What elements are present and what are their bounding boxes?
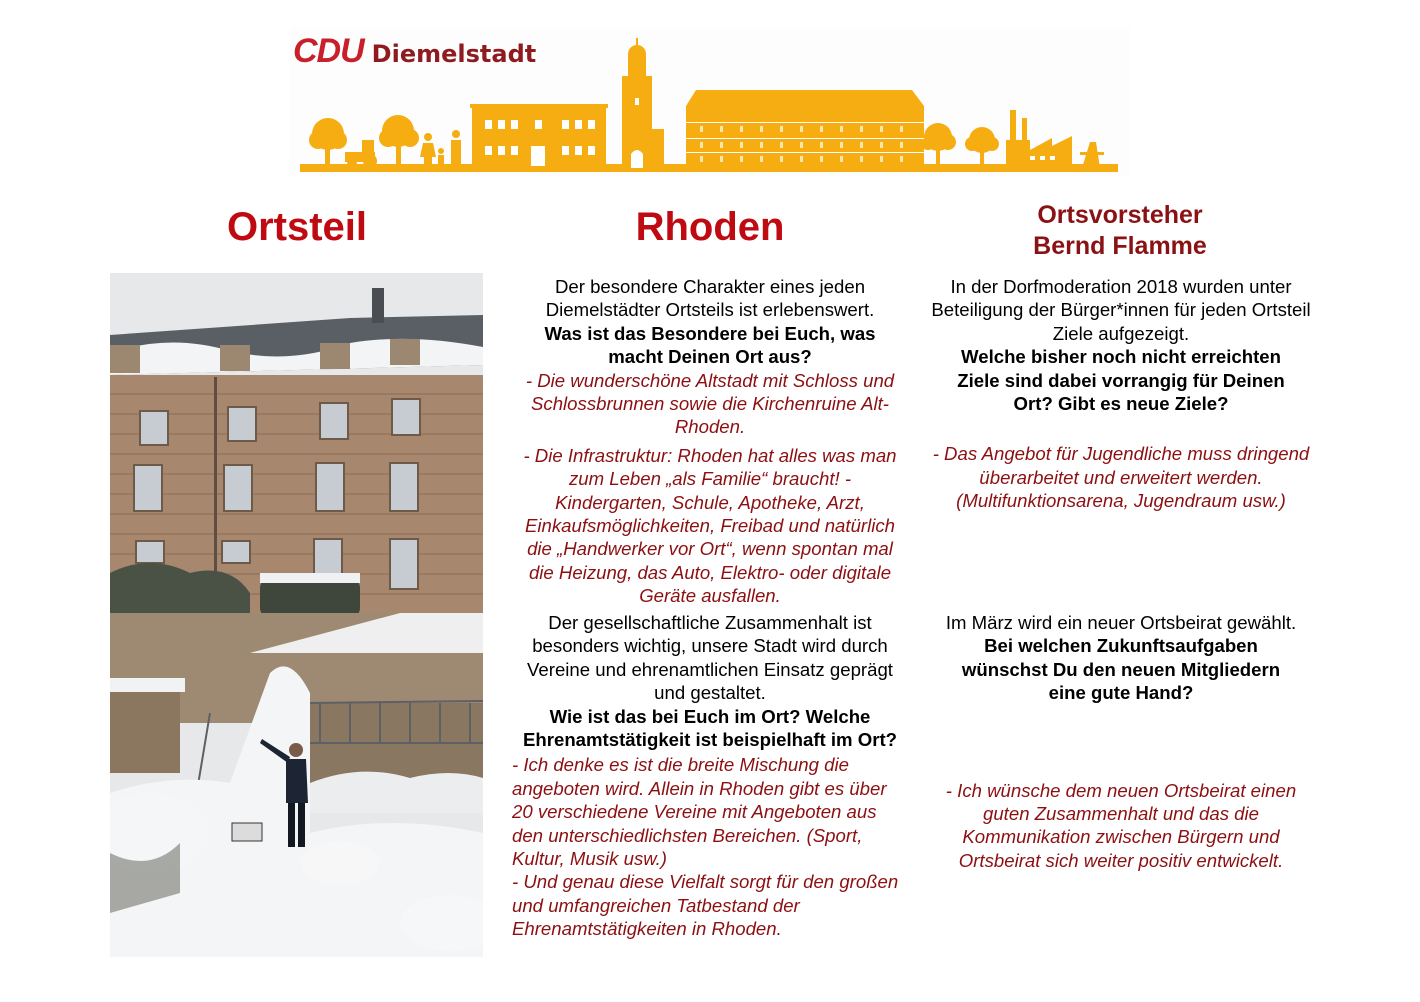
answer-text: - Ich wünsche dem neuen Ortsbeirat einen guten Zusammenhalt und das die Kommunikation zwischen Bürgern und Ortsbeirat sich weiter positiv entwickelt. [945,779,1297,871]
answer-text: - Ich denke es ist die breite Mischung die angeboten wird. Allein in Rhoden gibt es über 20 verschiedene Vereine mit Angeboten aus den unterschiedlichsten Bereichen. (Sport, Kultur, Musik usw.) [512,754,887,870]
intro-text: In der Dorfmoderation 2018 wurden unter Beteiligung der Bürger*innen für jeden Ortsteil Ziele aufgezeigt. [931,276,1311,344]
cdu-logo [293,32,536,71]
heading-ortsteil: Ortsteil [226,205,368,249]
question-text: Bei welchen Zukunftsaufgaben wünschst Du den neuen Mitgliedern eine gute Hand? [961,635,1281,704]
question-text: Was ist das Besondere bei Euch, was macht Deinen Ort aus? [544,322,876,368]
vorsteher-name: Bernd Flamme [1033,232,1207,260]
tree-icon [965,127,999,166]
tractor-icon [345,140,377,168]
tree-icon [920,123,956,166]
answer-text: - Die Infrastruktur: Rhoden hat alles was man zum Leben „als Familie“ braucht! - Kindergarten, Schule, Apotheke, Arzt, Einkaufsmöglichkeiten, Freibad und natürlich die „Handwerker vor Ort“, wenn spontan mal die Heizung, das Auto, Elektro- oder digitale Geräte ausfallen. [523,444,897,607]
intro-text: Im März wird ein neuer Ortsbeirat gewählt. [945,612,1297,633]
heading-district-name: Rhoden [635,205,785,249]
answer-text: - Und genau diese Vielfalt sorgt für den großen und umfangreichen Tatbestand der Ehrenamtstätigkeiten in Rhoden. [512,871,899,940]
tree-icon [309,118,347,166]
cdu-banner [290,28,1130,176]
logo-city: Diemelstadt [371,40,537,68]
family-icon [420,130,461,166]
intro-text: Der besondere Charakter eines jeden Diemelstädter Ortsteils ist erlebenswert. [545,276,875,321]
answer-text: - Die wunderschöne Altstadt mit Schloss und Schlossbrunnen sowie die Kirchenruine Alt-Rhoden. [525,369,895,438]
logo-party: CDU [293,32,364,70]
right-block-2 [925,611,1317,872]
tree-icon [379,115,419,166]
middle-block-1 [515,275,905,608]
question-text: Wie ist das bei Euch im Ort? Welche Ehrenamtstätigkeit ist beispielhaft im Ort? [522,705,898,751]
church-tower-icon [622,38,664,168]
factory-icon [1006,110,1072,168]
district-photo [110,273,483,957]
vorsteher-title: Ortsvorsteher [1037,201,1203,229]
answer-text: - Das Angebot für Jugendliche muss dringend überarbeitet und erweitert werden. (Multifunktionsarena, Jugendraum usw.) [932,443,1310,512]
castle-snow-photo [110,273,483,957]
intro-text: Der gesellschaftliche Zusammenhalt ist besonders wichtig, unsere Stadt wird durch Vereine und ehrenamtlichen Einsatz geprägt und gestaltet. [527,612,893,704]
middle-block-2 [512,611,908,941]
heading-ortsvorsteher [960,200,1280,262]
question-text: Welche bisher noch nicht erreichten Ziele sind dabei vorrangig für Deinen Ort? Gibt es neue Ziele? [957,346,1285,415]
right-block-1 [925,275,1317,513]
